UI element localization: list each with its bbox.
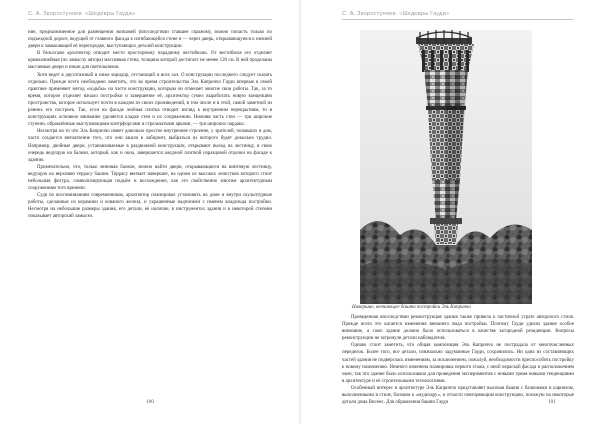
- paragraph: Особенный интерес в архитектуре Эль Каприччо представляет высокая башня с балконами и карнизом, выполненными в стиле, близком к «мудехару», и отчасти повторяющим конструкцию, похожую на некоторые детали дома Висенс. Для обрамления башни Гауди: [342, 385, 574, 406]
- paragraph: Хотя ведет в двухэтажный и ниже коридор, отстающий и всех зал. О конструкции последнего следует сказать отдельно. Прежде всего необходимо заметить, что во время строительства Эль Каприччо Гауди впервые в своей практике применяет метод «ходьбы» на части конструкции, которым он отмечает многие свои работы. Так, за то время, которое отделяет начало постройки и завершение её, архитектор сумел выработать новую концепцию пространства, которое использует почти в каждом из своих произведений, в том числе и в этой, самой заметной из ранних его построек. Так, если на фасаде зелёная плитка отводит взгляд к внутренним перекрытиям, то в конструкциях основное внимание уделяется кладке стен и их сопряжению. Нижняя часть стен — три широкие ступени, обрамлённые выступающими контрфорсами и стрельчатыми арками, — три широких чардака.: [28, 72, 272, 128]
- photo-caption: Навершие, венчающее башню постройки Эль Каприччо: [352, 305, 471, 310]
- body-text-right: [342, 314, 574, 406]
- paragraph: В бельэтаже архитектор отводит место просторному парадному вестибюлю. От вестибюля его отделяет криволинейная (по замыслу автора) массивная стена, толщина которой достигает не менее 120 см. В ней проделаны массивные двери и ниши для светильников.: [28, 51, 272, 71]
- paragraph: ние, предназначенное для размещения экипажей (впоследствии ставшее гаражом), можно попасть только по подъездной дороге, ведущей от главного фасада к изгибающейся стене и — через дверь, открывающуюся к нижней двери к замыкающей её перегородке, выступающих деталей конструкции.: [28, 30, 272, 50]
- page-number-left: 100: [146, 399, 154, 405]
- header-rule-right: [342, 19, 574, 20]
- running-head-right: С. А. Зворостуняев. «Шедевры Гауди»: [342, 11, 450, 17]
- paragraph: Примечательно, что, только миновав балкон, можно найти двери, открывающиеся на винтовую лестницу, ведущую на верхнюю террасу башни. Террасу венчает навершие, на одном из высоких лепестков которого стоит небольшая фигура, символизирующая подъём и восхождение, как это свойственно многим архитектурным сооружениям того времени.: [28, 164, 272, 192]
- paragraph: Судя по воспоминаниям современников, архитектор планировал установить на доме и внутри скульптурные работы, сделанные из керамики и кованого железа, и украшенные надписями с именем владельца постройки. Несмотря на небольшие размеры здания, его детали, её наличие, в инструментах здания и в некоторой степени показывает авторский замысел.: [28, 193, 272, 220]
- tower-photo: [360, 30, 532, 304]
- paragraph: Несмотря на то что Эль Каприччо имеет довольно простое внутреннее строение, у зрителей, попавших в дом, часто создается впечатление того, что они зашли в лабиринт, выбраться из которого будет довольно трудно. Например, двойные двери, устанавливаемые в раздвижной конструкции, открывают выход на лестницу, в свою очередь ведущую на балкон, который, как и окна, завершается ажурной плиткой изразцовой отделки на фасаде к зданию.: [28, 129, 272, 163]
- body-text-left: [28, 29, 272, 221]
- page-number-right: 101: [548, 399, 556, 405]
- paragraph: Проведенная впоследствии реконструкция здания также привела к частичной утрате авторского стиля. Прежде всего это касается изменения внешнего вида постройки. Поэтому Гауди уделял здание особое внимание, а само здание должно было использоваться в качестве загородной резиденции. Вопросы реконструкции не затронули детали наблюдателя.: [342, 315, 574, 342]
- paragraph: Однако стоит заметить, что общая композиция Эль Каприччо не пострадала от многочисленных переделок. Более того, все детали, изначально задуманные Гауди, сохранились. Ни одна из составляющих частей здания не подверглась изменениям, за исключением, пожалуй, необходимости приспособить постройку к новому назначению. Немного изменена планировка первого этажа, с иной окраской фасада и расположением окон, так что здание было использовано для проведения экспериментов с новыми тремя новыми тенденциями в архитектуре и её строительными технологиями.: [342, 343, 574, 384]
- running-head-left: С. А. Зворостуняев. «Шедевры Гауди»: [28, 11, 136, 17]
- right-page: [300, 0, 600, 424]
- header-rule-left: [28, 19, 272, 20]
